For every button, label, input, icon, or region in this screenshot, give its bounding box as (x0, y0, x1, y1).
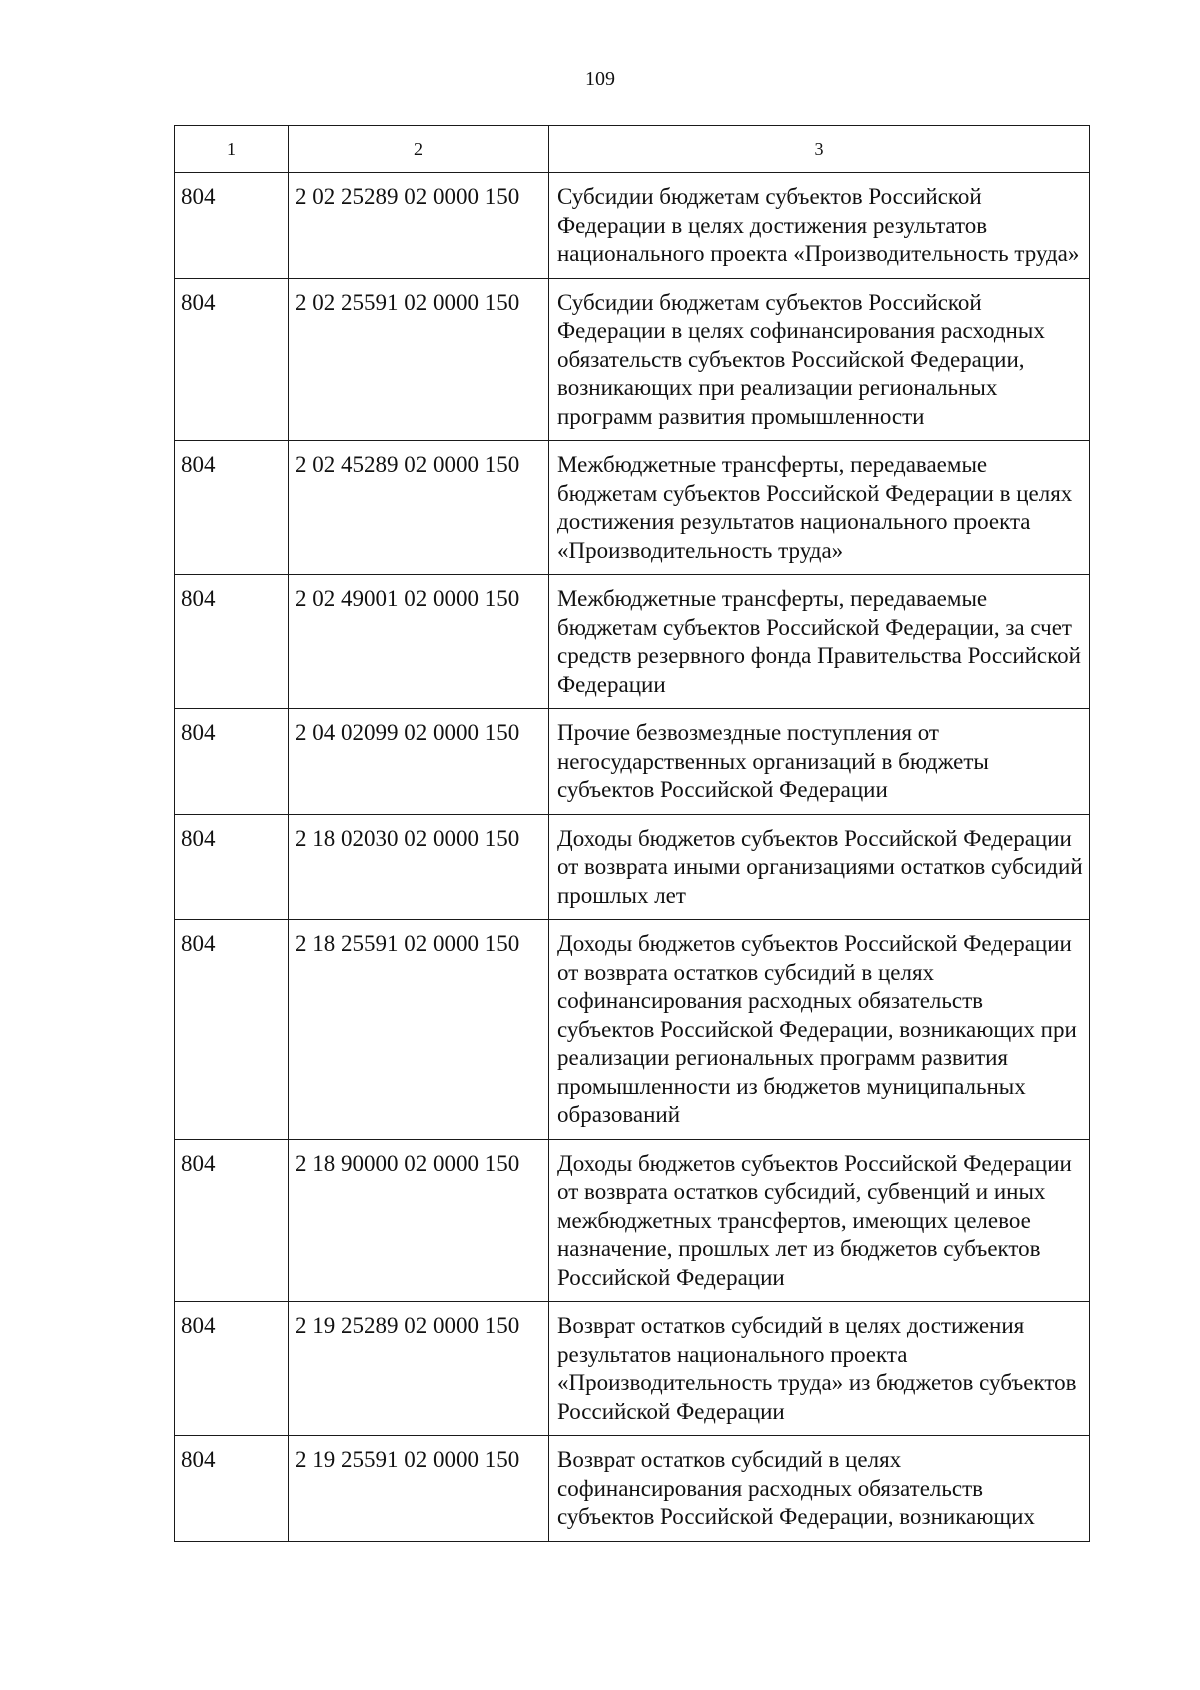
table-row (175, 575, 1090, 709)
column-header-3: 3 (549, 126, 1090, 173)
table-row (175, 278, 1090, 441)
admin-code-cell: 804 (175, 709, 289, 815)
income-name-cell: Доходы бюджетов субъектов Российской Федерации от возврата остатков субсидий в целях софинансирования расходных обязательств субъектов Российской Федерации, возникающих при реализации региональных программ развития промышленности из бюджетов муниципальных образований (549, 920, 1090, 1140)
page-number: 109 (585, 68, 615, 90)
table-row (175, 1139, 1090, 1302)
income-code-cell: 2 02 49001 02 0000 150 (289, 575, 549, 709)
table-row (175, 441, 1090, 575)
table-row (175, 1436, 1090, 1542)
admin-code-cell: 804 (175, 920, 289, 1140)
admin-code-cell: 804 (175, 1436, 289, 1542)
income-code-cell: 2 02 25591 02 0000 150 (289, 278, 549, 441)
income-name-cell: Межбюджетные трансферты, передаваемые бюджетам субъектов Российской Федерации, за счет средств резервного фонда Правительства Российской Федерации (549, 575, 1090, 709)
income-code-cell: 2 19 25289 02 0000 150 (289, 1302, 549, 1436)
column-header-2: 2 (289, 126, 549, 173)
table-row (175, 814, 1090, 920)
income-name-cell: Доходы бюджетов субъектов Российской Федерации от возврата иными организациями остатков субсидий прошлых лет (549, 814, 1090, 920)
budget-classification-table (174, 125, 1090, 1542)
income-name-cell: Прочие безвозмездные поступления от негосударственных организаций в бюджеты субъектов Российской Федерации (549, 709, 1090, 815)
income-code-cell: 2 18 02030 02 0000 150 (289, 814, 549, 920)
income-code-cell: 2 19 25591 02 0000 150 (289, 1436, 549, 1542)
income-name-cell: Доходы бюджетов субъектов Российской Федерации от возврата остатков субсидий, субвенций и иных межбюджетных трансфертов, имеющих целевое назначение, прошлых лет из бюджетов субъектов Российской Федерации (549, 1139, 1090, 1302)
table-row (175, 1302, 1090, 1436)
table-row (175, 709, 1090, 815)
income-code-cell: 2 18 25591 02 0000 150 (289, 920, 549, 1140)
table-header-row (175, 126, 1090, 173)
admin-code-cell: 804 (175, 575, 289, 709)
admin-code-cell: 804 (175, 173, 289, 279)
income-code-cell: 2 02 45289 02 0000 150 (289, 441, 549, 575)
income-code-cell: 2 02 25289 02 0000 150 (289, 173, 549, 279)
income-name-cell: Возврат остатков субсидий в целях софинансирования расходных обязательств субъектов Российской Федерации, возникающих (549, 1436, 1090, 1542)
income-name-cell: Межбюджетные трансферты, передаваемые бюджетам субъектов Российской Федерации в целях достижения результатов национального проекта «Производительность труда» (549, 441, 1090, 575)
admin-code-cell: 804 (175, 441, 289, 575)
income-name-cell: Субсидии бюджетам субъектов Российской Федерации в целях софинансирования расходных обязательств субъектов Российской Федерации, возникающих при реализации региональных программ развития промышленности (549, 278, 1090, 441)
table-row (175, 920, 1090, 1140)
admin-code-cell: 804 (175, 1139, 289, 1302)
table-row (175, 173, 1090, 279)
admin-code-cell: 804 (175, 1302, 289, 1436)
admin-code-cell: 804 (175, 278, 289, 441)
admin-code-cell: 804 (175, 814, 289, 920)
income-code-cell: 2 18 90000 02 0000 150 (289, 1139, 549, 1302)
income-code-cell: 2 04 02099 02 0000 150 (289, 709, 549, 815)
income-name-cell: Субсидии бюджетам субъектов Российской Федерации в целях достижения результатов национального проекта «Производительность труда» (549, 173, 1090, 279)
column-header-1: 1 (175, 126, 289, 173)
income-name-cell: Возврат остатков субсидий в целях достижения результатов национального проекта «Производительность труда» из бюджетов субъектов Российской Федерации (549, 1302, 1090, 1436)
